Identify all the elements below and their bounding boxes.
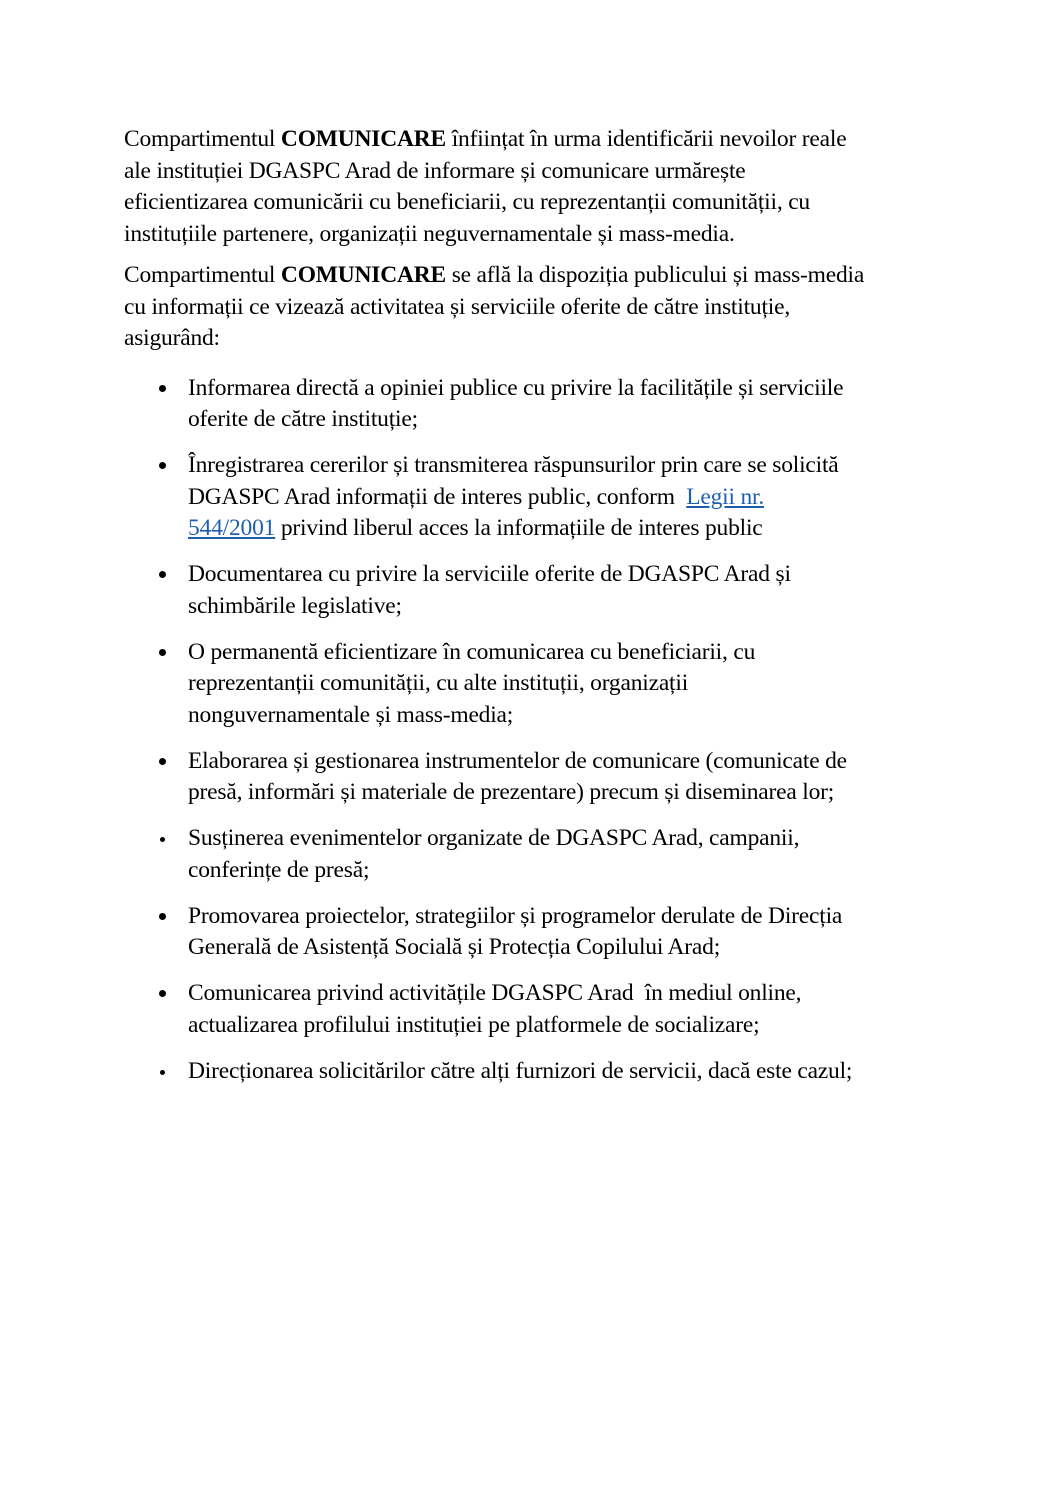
law-link[interactable]: Legii nr. 544/2001 [188,483,765,541]
bullet-icon [159,462,166,469]
para-text: eficientizarea comunicării cu beneficiarii, cu reprezentanții comunității, cu [124,189,810,215]
list-item: Promovarea proiectelor, strategiilor și programelor derulate de Direcția Generală de Asistență Socială și Protecția Copilului Arad; [124,901,948,964]
para-text: asigurând: [124,325,220,351]
responsibilities-list [124,373,944,1088]
bullet-icon [159,649,166,656]
bullet-icon [159,571,166,578]
department-name: COMUNICARE [280,262,447,288]
list-item: Comunicarea privind activitățile DGASPC Arad în mediul online, actualizarea profilului instituției pe platformele de socializare; [124,978,948,1041]
para-text: cu informații ce vizează activitatea și serviciile oferite de către instituție, [124,293,791,320]
list-item: O permanentă eficientizare în comunicarea cu beneficiarii, cu reprezentanții comunității, cu alte instituții, organizații nonguvernamentale și mass-media; [124,637,948,732]
intro-paragraph [124,124,944,250]
para-text: ale instituției DGASPC Arad de informare și comunicare urmărește [124,157,746,184]
list-item: Susținerea evenimentelor organizate de DGASPC Arad, campanii, conferințe de presă; [124,823,948,886]
document-page [124,124,944,1102]
bullet-icon [160,1070,165,1075]
bullet-icon [160,837,165,842]
bullet-icon [159,385,166,392]
para-text: se află la dispoziția publicului și mass-media [446,262,865,288]
availability-paragraph [124,260,944,355]
bullet-icon [159,758,166,765]
list-item: Elaborarea și gestionarea instrumentelor de comunicare (comunicate de presă, informări și materiale de prezentare) precum și diseminarea lor; [124,746,948,809]
list-item: Înregistrarea cererilor și transmiterea răspunsurilor prin care se solicită DGASPC Arad informații de interes public, conform Legii nr. 544/2001 privind liberul acces la informațiile de interes public [124,450,948,545]
para-text: Compartimentul [124,262,281,288]
list-item: Documentarea cu privire la serviciile oferite de DGASPC Arad și schimbările legislative; [124,559,948,622]
para-text: Compartimentul [124,126,281,152]
para-text: înființat în urma identificării nevoilor reale [446,126,847,152]
list-item: Informarea directă a opiniei publice cu privire la facilitățile și serviciile oferite de către instituție; [124,373,948,436]
list-item: Direcționarea solicitărilor către alți furnizori de servicii, dacă este cazul; [124,1056,988,1088]
para-text: instituțiile partenere, organizații neguvernamentale și mass-media. [124,220,735,247]
bullet-icon [159,990,166,997]
bullet-icon [159,913,166,920]
department-name: COMUNICARE [280,126,447,152]
